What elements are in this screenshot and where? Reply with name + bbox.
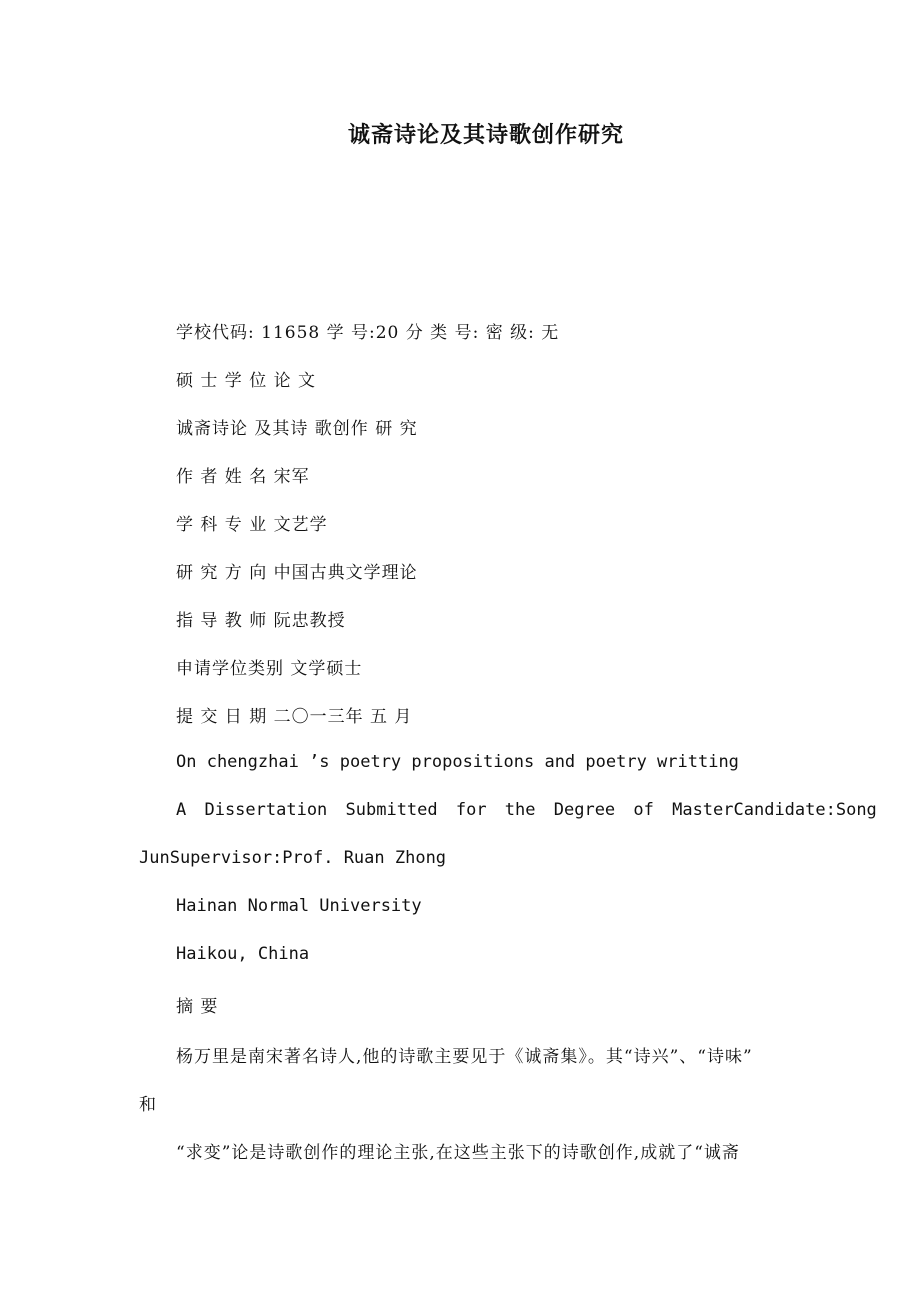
abstract-paragraph-line-2: 和	[139, 1095, 157, 1115]
thesis-title-line: 诚斋诗论 及其诗 歌创作 研 究	[176, 419, 418, 439]
abstract-heading: 摘 要	[176, 997, 219, 1017]
degree-type-line: 硕 士 学 位 论 文	[176, 371, 317, 391]
abstract-paragraph-line-1: 杨万里是南宋著名诗人,他的诗歌主要见于《诚斋集》。其“诗兴”、“诗味”	[176, 1047, 753, 1067]
abstract-paragraph-line-3: “求变”论是诗歌创作的理论主张,在这些主张下的诗歌创作,成就了“诚斋	[176, 1143, 740, 1163]
dissertation-statement-line: A Dissertation Submitted for the Degree of MasterCandidate:Song	[176, 800, 877, 820]
university-line: Hainan Normal University	[176, 896, 422, 916]
school-code-line: 学校代码: 11658 学 号:20 分 类 号: 密 级: 无	[176, 323, 560, 343]
research-direction-line: 研 究 方 向 中国古典文学理论	[176, 563, 418, 583]
degree-category-line: 申请学位类别 文学硕士	[176, 659, 363, 679]
discipline-line: 学 科 专 业 文艺学	[176, 515, 328, 535]
advisor-line: 指 导 教 师 阮忠教授	[176, 611, 346, 631]
english-title-line: On chengzhai ’s poetry propositions and poetry writting	[176, 752, 739, 772]
submission-date-line: 提 交 日 期 二〇一三年 五 月	[176, 707, 413, 727]
supervisor-english-line: JunSupervisor:Prof. Ruan Zhong	[139, 848, 447, 868]
city-line: Haikou, China	[176, 944, 310, 964]
author-line: 作 者 姓 名 宋军	[176, 467, 310, 487]
document-title: 诚斋诗论及其诗歌创作研究	[347, 122, 624, 148]
